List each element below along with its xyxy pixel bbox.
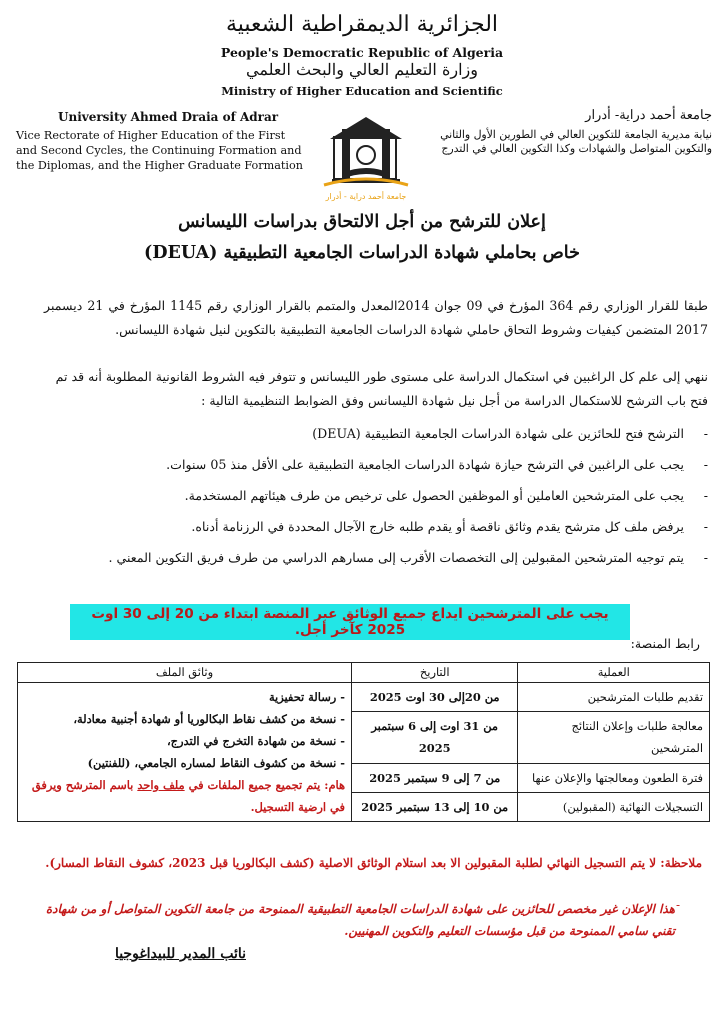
header-date: التاريخ (351, 663, 517, 683)
document-item: - نسخة من شهادة التخرج في التدرج، (167, 734, 345, 748)
important-note: هام: يتم تجميع جميع الملفات في ملف واحد باسم المترشح ويرفق في ارضية التسجيل. (31, 778, 345, 814)
list-item: - يتم توجيه المترشحين المقبولين إلى التخصصات الأقرب إلى مسارهم الدراسي من طرف فريق التكوين المعني . (108, 550, 708, 565)
university-logo (312, 115, 420, 203)
exclusion-note: هذا الإعلان غير مخصص للحائزين على شهادة الدراسات الجامعية التطبيقية الممنوحة من جامعة التكوين المتواصل أو من شهادة تقني سامي الممنوحة من قبل مؤسسات التعليم والتكوين المهنيين. (45, 902, 675, 938)
announcement-subtitle: خاص بحاملي شهادة الدراسات الجامعية التطبيقية (DEUA) (144, 243, 580, 263)
document-item: - نسخة من كشوف النقاط لمساره الجامعي، (للفنتين) (87, 756, 345, 770)
notice-paragraph: ننهي إلى علم كل الراغبين في استكمال الدراسة على مستوى طور الليسانس و تتوفر فيه الشروط القانونية المطلوبة أنه قد تم فتح باب الترشح للاستكمال الدراسة من أجل نيل شهادة الليسانس وفق الضوابط التنظيمية التالية : (55, 369, 708, 408)
logo-caption: جامعة أحمد دراية - أدرار (325, 192, 407, 201)
final-registration-note: ملاحظة: لا يتم التسجيل النهائي لطلبة المقبولين الا بعد استلام الوثائق الاصلية (كشف البكالوريا قبل 2023، كشوف النقاط المسار). (45, 856, 702, 870)
vice-rectorate-ar: نيابة مديرية الجامعة للتكوين العالي في الطورين الأول والثاني والتكوين المتواصل والشهادات وكذا التكوين العالي في التدرج (440, 128, 712, 155)
list-item: - الترشح فتح للحائزين على شهادة الدراسات الجامعية التطبيقية (DEUA) (312, 426, 708, 441)
header-documents: وثائق الملف (18, 663, 352, 683)
date-cell: من 10 إلى 13 سبتمبر 2025 (351, 792, 517, 821)
operation-cell: معالجة طلبات وإعلان النتائج المترشحين (518, 712, 710, 763)
signature-title: نائب المدير للبيداغوجيا (114, 946, 246, 962)
list-item: - يجب على المترشحين العاملين أو الموظفين الحصول على ترخيص من طرف هيئاتهم المستخدمة. (184, 488, 708, 503)
operation-cell: التسجيلات النهائية (المقبولين) (518, 792, 710, 821)
date-cell: من 31 اوت إلى 6 سبتمبر 2025 (351, 712, 517, 763)
operation-cell: تقديم طلبات المترشحين (518, 683, 710, 712)
deadline-banner (70, 604, 630, 640)
date-cell: من 20إلى 30 اوت 2025 (351, 683, 517, 712)
date-cell: من 7 إلى 9 سبتمبر 2025 (351, 763, 517, 792)
deadline-text: يجب على المترشحين ايداع جميع الوثائق عبر المنصة ابتداء من 20 إلى 30 اوت 2025 كآخر أجل. (70, 604, 630, 640)
country-ar-heading: الجزائرية الديمقراطية الشعبية (225, 12, 499, 37)
document-item: - رسالة تحفيزية (268, 690, 345, 704)
university-name-ar: جامعة أحمد دراية- أدرار (585, 108, 712, 123)
ministry-en-heading: Ministry of Higher Education and Scientific (221, 84, 503, 98)
announcement-title: إعلان للترشح من أجل الالتحاق بدراسات الليسانس (178, 212, 546, 232)
vice-rectorate-en: Vice Rectorate of Higher Education of the First and Second Cycles, the Continuing Formation and the Diplomas, and the Higher Graduate Formation (16, 129, 303, 172)
header-operation: العملية (518, 663, 710, 683)
schedule-table (17, 662, 710, 822)
list-item: - يجب على الراغبين في الترشح حيازة شهادة الدراسات الجامعية التطبيقية على الأقل منذ 05 سنوات. (166, 457, 708, 472)
intro-paragraph: طبقا للقرار الوزاري رقم 364 المؤرخ في 09 جوان 2014المعدل والمتمم بالقرار الوزاري رقم 1145 المؤرخ في 21 ديسمبر 2017 المتضمن كيفيات وشروط التحاق حاملي شهادة الدراسات الجامعية التطبيقية بالتكوين لنيل شهادة الليسانس. (44, 298, 708, 337)
document-item: - نسخة من كشف نقاط البكالوريا أو شهادة أجنبية معادلة، (73, 712, 345, 726)
documents-cell (18, 683, 352, 822)
table-header-row (18, 663, 710, 683)
list-item: - يرفض ملف كل مترشح يقدم وثائق ناقصة أو يقدم طلبه خارج الآجال المحددة في الرزنامة أدناه. (191, 519, 708, 534)
conditions-list (44, 422, 708, 577)
note-dash: - (676, 898, 681, 912)
table-row (18, 683, 710, 712)
university-logo-icon (312, 115, 420, 203)
ministry-ar-heading: وزارة التعليم العالي والبحث العلمي (246, 60, 478, 79)
university-name-en: University Ahmed Draia of Adrar (58, 110, 279, 124)
operation-cell: فترة الطعون ومعالجتها والإعلان عنها (518, 763, 710, 792)
country-en-heading: People's Democratic Republic of Algeria (220, 45, 504, 60)
platform-link-label[interactable]: رابط المنصة: (630, 636, 700, 651)
